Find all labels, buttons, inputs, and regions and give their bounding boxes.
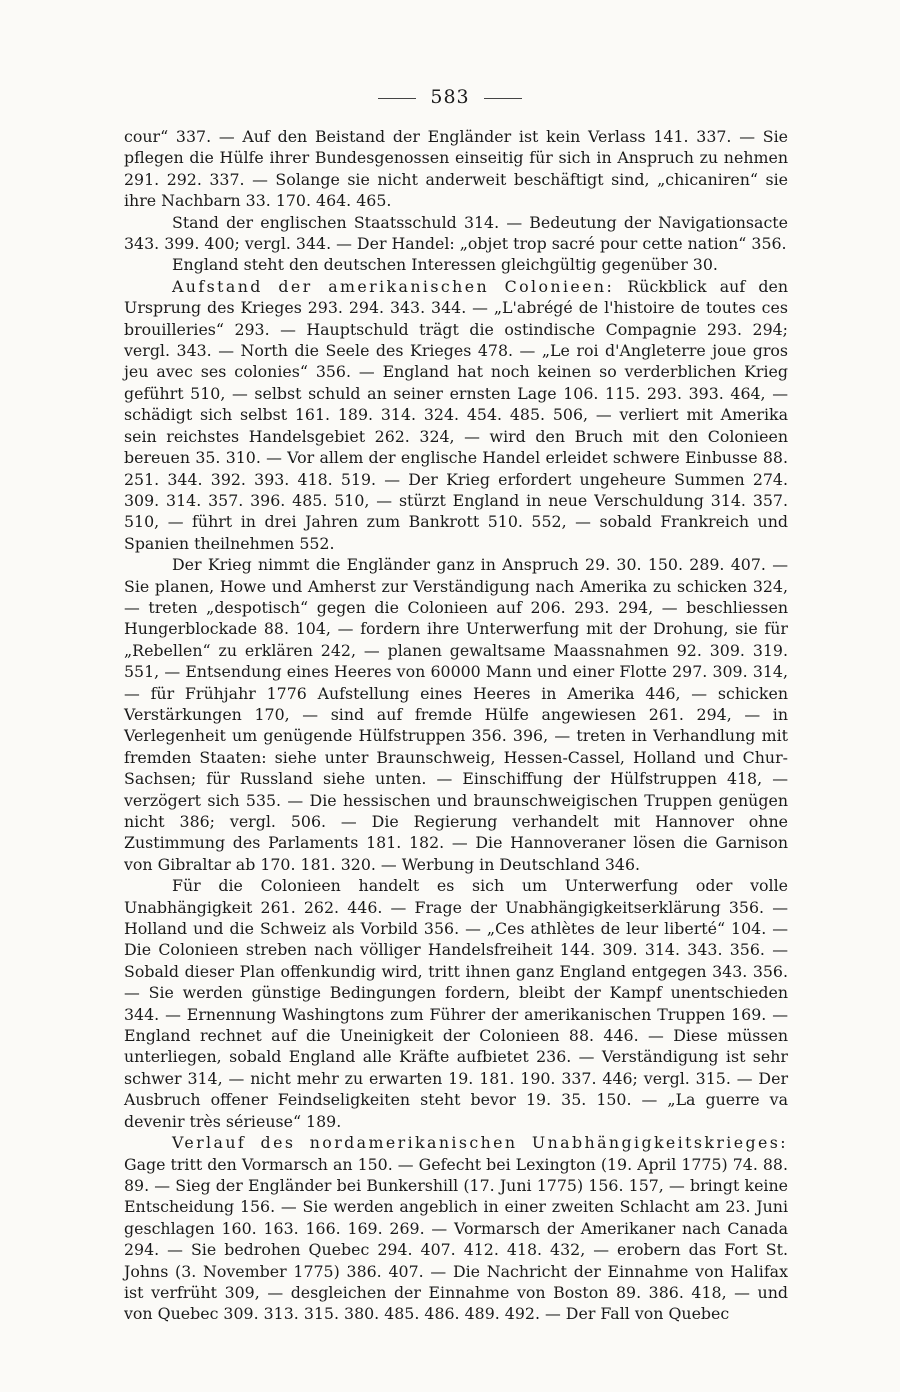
header-rule-right [484,98,522,99]
paragraph-6: Für die Colonieen handelt es sich um Unterwerfung oder volle Unabhängigkeit 261. 262. 446. — Frage der Unabhängigkeitserklärung 356. — Holland und die Schweiz als Vorbild 356. — „Ces athlètes de leur liberté“ 104. — Die Colonieen streben nach völliger Handelsfreiheit 144. 309. 314. 343. 356. — Sobald dieser Plan offenkundig wird, tritt ihnen ganz England entgegen 343. 356. — Sie werden günstige Bedingungen fordern, bleibt der Kampf unentschieden 344. — Ernennung Washingtons zum Führer der amerikanischen Truppen 169. — England rechnet auf die Uneinigkeit der Colonieen 88. 446. — Diese müssen unterliegen, sobald England alle Kräfte aufbietet 236. — Verständigung ist sehr schwer 314, — nicht mehr zu erwarten 19. 181. 190. 337. 446; vergl. 315. — Der Ausbruch offener Feindseligkeiten steht bevor 19. 35. 150. — „La guerre va devenir très sérieuse“ 189. [124,876,788,1131]
paragraph-2: Stand der englischen Staatsschuld 314. — Bedeutung der Navigationsacte 343. 399. 400; vergl. 344. — Der Handel: „objet trop sacré pour cette nation“ 356. [124,212,788,254]
paragraph-3: England steht den deutschen Interessen gleichgültig gegenüber 30. [172,255,718,275]
section-heading-verlauf: Verlauf des nordamerikanischen Unabhängigkeitskrieges: [172,1133,788,1153]
paragraph-7: Verlauf des nordamerikanischen Unabhängigkeitskrieges: Gage tritt den Vormarsch an 150. — Gefecht bei Lexington (19. April 1775) 74. 88. 89. — Sieg der Engländer bei Bunkershill (17. Juni 1775) 156. 157, — bringt keine Entscheidung 156. — Sie werden angeblich in einer zweiten Schlacht am 23. Juni geschlagen 160. 163. 166. 169. 269. — Vormarsch der Amerikaner nach Canada 294. — Sie bedrohen Quebec 294. 407. 412. 418. 432, — erobern das Fort St. Johns (3. November 1775) 386. 407. — Die Nachricht der Einnahme von Halifax ist verfrüht 309, — desgleichen der Einnahme von Boston 89. 386. 418, — und von Quebec 309. 313. 315. 380. 485. 486. 489. 492. — Der Fall von Quebec [124,1133,788,1324]
index-body [124,126,788,1325]
paragraph-5: Der Krieg nimmt die Engländer ganz in Anspruch 29. 30. 150. 289. 407. — Sie planen, Howe und Amherst zur Verständigung nach Amerika zu schicken 324, — treten „despotisch“ gegen die Colonieen auf 206. 293. 294, — beschliessen Hungerblockade 88. 104, — fordern ihre Unterwerfung mit der Drohung, sie für „Rebellen“ zu erklären 242, — planen gewaltsame Maassnahmen 92. 309. 319. 551, — Entsendung eines Heeres von 60000 Mann und einer Flotte 297. 309. 314, — für Frühjahr 1776 Aufstellung eines Heeres in Amerika 446, — schicken Verstärkungen 170, — sind auf fremde Hülfe angewiesen 261. 294, — in Verlegenheit um genügende Hülfstruppen 356. 396, — treten in Verhandlung mit fremden Staaten: siehe unter Braunschweig, Hessen-Cassel, Holland und Chur-Sachsen; für Russland siehe unten. — Einschiffung der Hülfstruppen 418, — verzögert sich 535. — Die hessischen und braunschweigischen Truppen genügen nicht 386; vergl. 506. — Die Regierung verhandelt mit Hannover ohne Zustimmung des Parlaments 181. 182. — Die Hannoveraner lösen die Garnison von Gibraltar ab 170. 181. 320. — Werbung in Deutschland 346. [124,555,788,874]
section-heading-aufstand: Aufstand der amerikanischen Colonieen: [172,276,615,296]
header-rule-left [378,98,416,99]
page-header [0,86,900,108]
page-number: 583 [430,86,470,108]
paragraph-1: cour“ 337. — Auf den Beistand der Engländer ist kein Verlass 141. 337. — Sie pflegen die Hülfe ihrer Bundesgenossen einseitig für sich in Anspruch zu nehmen 291. 292. 337. — Solange sie nicht anderweit beschäftigt sind, „chicaniren“ sie ihre Nachbarn 33. 170. 464. 465. [124,127,788,211]
paragraph-4: Aufstand der amerikanischen Colonieen: Rückblick auf den Ursprung des Krieges 293. 294. 343. 344. — „L'abrégé de l'histoire de toutes ces brouilleries“ 293. — Hauptschuld trägt die ostindische Compagnie 293. 294; vergl. 343. — North die Seele des Krieges 478. — „Le roi d'Angleterre joue gros jeu avec ses colonies“ 356. — England hat noch keinen so verderblichen Krieg geführt 510, — selbst schuld an seiner ernsten Lage 106. 115. 293. 393. 464, — schädigt sich selbst 161. 189. 314. 324. 454. 485. 506, — verliert mit Amerika sein reichstes Handelsgebiet 262. 324, — wird den Bruch mit den Colonieen bereuen 35. 310. — Vor allem der englische Handel erleidet schwere Einbusse 88. 251. 344. 392. 393. 418. 519. — Der Krieg erfordert ungeheure Summen 274. 309. 314. 357. 396. 485. 510, — stürzt England in neue Verschuldung 314. 357. 510, — führt in drei Jahren zum Bankrott 510. 552, — sobald Frankreich und Spanien theilnehmen 552. [124,276,788,553]
